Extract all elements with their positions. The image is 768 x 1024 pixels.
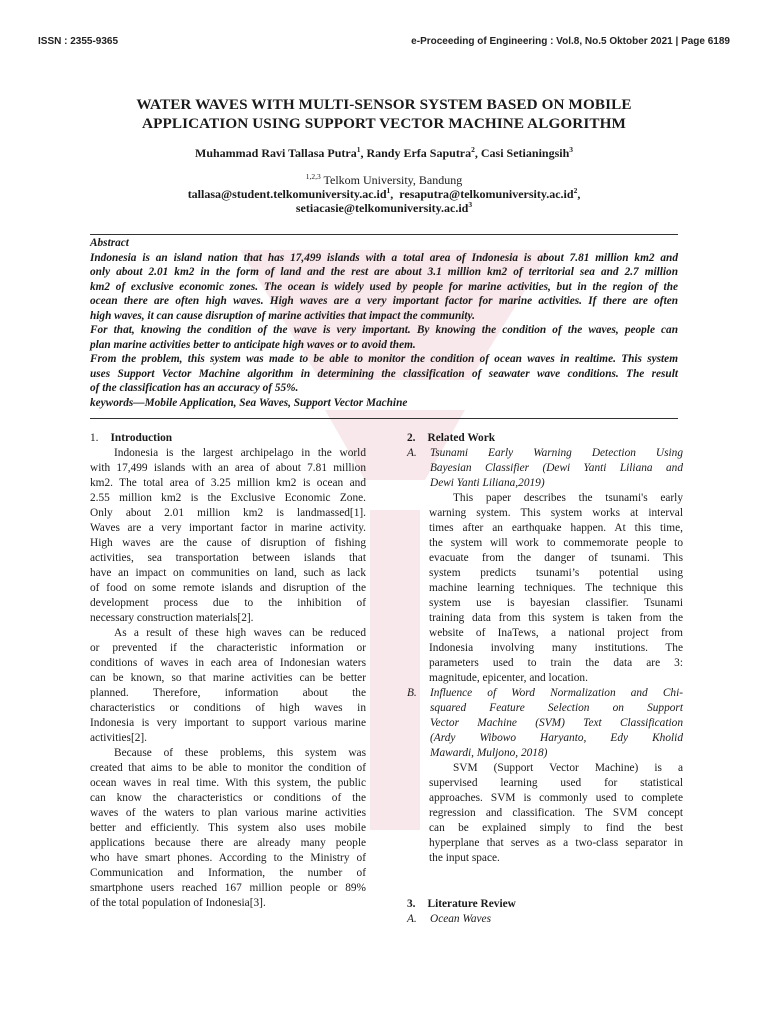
intro-paragraph xyxy=(90,446,366,911)
text-line: machine learning techniques. The technique this xyxy=(429,582,683,594)
author-email[interactable]: resaputra@telkomuniversity.ac.id xyxy=(399,187,574,201)
subsection-letter: A. xyxy=(407,913,417,925)
affiliation-block: $^{1,2,3}$ Telkom University, Bandung $tallasa@student.telkomuniversity.ac.id^1$, $resaputra@telkomuniversity.ac.id^2$, $setiacasie@telkomuniversity.ac.id^3$ xyxy=(187,172,581,215)
text-line: who have smart phones. According to the Ministry of xyxy=(90,852,366,864)
email-mark: 3 xyxy=(468,200,473,209)
text-line: development process due to the inhibition of xyxy=(90,597,366,609)
text-line: applications because there are already many people xyxy=(90,837,366,849)
text-line: parameters used to train the data are 3: xyxy=(429,657,683,669)
text-line: can know the characteristics or conditions of the xyxy=(90,792,366,804)
left-column xyxy=(90,431,366,911)
text-line: conditions of waves in each area of Indonesian waters xyxy=(90,657,366,669)
subsection-letter: A. xyxy=(407,447,417,459)
text-line: with 17,499 islands with an area of about 7.81 million xyxy=(90,462,366,474)
text-line: characteristics or conditions of high waves in xyxy=(90,702,366,714)
text-line: or prevented if the characteristic information or xyxy=(90,642,366,654)
text-line: training data from this system is taken from the xyxy=(429,612,683,624)
text-line: regression and classification. The SVM concept xyxy=(429,807,683,819)
section-heading xyxy=(407,897,683,912)
affiliation-mark: 1,2,3 xyxy=(305,172,321,181)
subsection-heading xyxy=(407,446,683,491)
title-line: APPLICATION USING SUPPORT VECTOR MACHINE ALGORITHM xyxy=(142,115,626,132)
subsection-letter: B. xyxy=(407,687,417,699)
text-line: warning system. This system works at interval xyxy=(429,507,683,519)
subsection-heading xyxy=(407,686,683,761)
abstract-line: uses Support Vector Machine algorithm in determining the classification of seawater wave conditions. The result xyxy=(90,367,678,380)
text-line: planned. Therefore, information about the xyxy=(90,687,366,699)
text-line: have an impact on communities on land, such as lack xyxy=(90,567,366,579)
section-title: Literature Review xyxy=(427,898,516,910)
author-mark: 3 xyxy=(569,145,573,154)
text-line: can be known, so that marine activities can be better xyxy=(90,672,366,684)
text-line: km2. The total area of 3.25 million km2 is ocean and xyxy=(90,477,366,489)
text-line: better and efficiently. This system also uses mobile xyxy=(90,822,366,834)
text-line: Only about 2.01 million km2 is landmassed[1]. xyxy=(90,507,366,519)
subsection-title-line: (Ardy Wibowo Haryanto, Edy Kholid xyxy=(430,732,683,744)
text-line: evacuate from the danger of tsunami. This xyxy=(429,552,683,564)
text-line: SVM (Support Vector Machine) is a xyxy=(453,762,683,774)
text-line: smartphone users reached 167 million people or 89% xyxy=(90,882,366,894)
abstract-heading: Abstract xyxy=(90,237,129,249)
author-list: Muhammad Ravi Tallasa Putra$^1$, Randy Erfa Saputra$^2$, Casi Setianingsih$^3$ xyxy=(195,145,573,160)
subsection-title-line: squared Feature Selection on Support xyxy=(430,702,683,714)
section-heading xyxy=(407,431,683,446)
subsection-title-line: Influence of Word Normalization and Chi- xyxy=(430,687,683,699)
subsection-title-line: Vector Machine (SVM) Text Classification xyxy=(430,717,683,729)
text-line: supervised learning used for statistical xyxy=(429,777,683,789)
title-line: WATER WAVES WITH MULTI-SENSOR SYSTEM BASED ON MOBILE xyxy=(136,96,632,113)
text-line: Indonesia involving many institutions. The xyxy=(429,642,683,654)
text-line: can be explained simply to find the best xyxy=(429,822,683,834)
text-line: This paper describes the tsunami's early xyxy=(453,492,683,504)
text-line: waves of the waters to plan various marine activities xyxy=(90,807,366,819)
abstract xyxy=(90,236,678,411)
text-line: 2.55 million km2 is the Exclusive Economic Zone. xyxy=(90,492,366,504)
text-line: hyperplane that serves as a two-class separator in xyxy=(429,837,683,849)
spacer xyxy=(407,866,683,897)
text-line: Communication and Information, the number of xyxy=(90,867,366,879)
text-line: necessary construction materials[2]. xyxy=(90,612,254,624)
subsection-title-line: Tsunami Early Warning Detection Using xyxy=(430,447,683,459)
related-work-paragraph xyxy=(429,761,683,866)
text-line: approaches. SVM is commonly used to complete xyxy=(429,792,683,804)
email-mark: 2 xyxy=(573,186,578,195)
abstract-line: km2 of exclusive economic zones. The ocean is widely used by people for marine activities, but in the region of the xyxy=(90,280,678,293)
author-mark: 2 xyxy=(471,145,475,154)
text-line: activities, sea transportation between islands that xyxy=(90,552,366,564)
section-number: 3. xyxy=(407,898,416,910)
text-line: Because of these problems, this system was xyxy=(114,747,366,759)
email-mark: 1 xyxy=(386,186,391,195)
abstract-line: of the classification has an accuracy of 55%. xyxy=(90,382,299,395)
subsection-title-line: Dewi Yanti Liliana,2019) xyxy=(430,477,545,489)
text-line: High waves are the cause of disruption of fishing xyxy=(90,537,366,549)
abstract-line: only about 2.01 km2 in the form of land and the rest are about 3.1 million km2 of territorial sea and 2.7 million xyxy=(90,266,678,279)
abstract-line: high waves, it can cause disruption of marine activities that impact the community. xyxy=(90,309,475,322)
author-name: Randy Erfa Saputra xyxy=(366,146,472,160)
author-name: Casi Setianingsih xyxy=(480,146,570,160)
keywords-line: keywords—Mobile Application, Sea Waves, Support Vector Machine xyxy=(90,397,408,410)
text-line: As a result of these high waves can be reduced xyxy=(114,627,366,639)
abstract-line: From the problem, this system was made to be able to monitor the condition of ocean waves in realtime. This system xyxy=(90,353,678,366)
author-name: Muhammad Ravi Tallasa Putra xyxy=(195,146,357,160)
text-line: the system will work to commemorate people to xyxy=(429,537,683,549)
text-line: magnitude, epicenter, and location. xyxy=(429,672,588,684)
text-line: of the total population of Indonesia[3]. xyxy=(90,897,266,909)
text-line: website of InaTews, a national project from xyxy=(429,627,683,639)
subsection-title-line: Mawardi, Muljono, 2018) xyxy=(430,747,548,759)
text-line: system predicts tsunami’s potential using xyxy=(429,567,683,579)
related-work-paragraph xyxy=(429,491,683,686)
abstract-bottom-rule xyxy=(90,418,678,419)
text-line: ocean waves in real time. With this system, the public xyxy=(90,777,366,789)
abstract-line: Indonesia is an island nation that has 17,499 islands with a total area of Indonesia is about 7.81 million km2 and xyxy=(90,251,678,264)
abstract-top-rule xyxy=(90,234,678,235)
text-line: Indonesia is the largest archipelago in the world xyxy=(114,447,366,459)
journal-info: e-Proceeding of Engineering : Vol.8, No.5 Oktober 2021 | Page 6189 xyxy=(411,36,730,47)
section-heading xyxy=(90,431,366,446)
institution: Telkom University, Bandung xyxy=(320,173,463,187)
text-line: system use is bayesian classifier. Tsunami xyxy=(429,597,683,609)
author-mark: 1 xyxy=(356,145,361,154)
text-line: activities[2]. xyxy=(90,732,148,744)
text-line: of food on some remote islands and disruption of the xyxy=(90,582,366,594)
abstract-line: ocean there are often high waves. High waves are a very important factor for marine activities. If there are often xyxy=(90,295,678,308)
section-title: Introduction xyxy=(110,432,173,444)
right-column xyxy=(407,431,683,927)
text-line: Indonesia is very important to support various marine xyxy=(90,717,366,729)
subsection-title-line: Bayesian Classifier (Dewi Yanti Liliana and xyxy=(430,462,683,474)
running-header xyxy=(38,36,730,47)
abstract-line: For that, knowing the condition of the wave is very important. By knowing the condition of the waves, people can xyxy=(90,324,678,337)
text-line: Waves are a very important factor in marine activity. xyxy=(90,522,366,534)
section-title: Related Work xyxy=(427,432,496,444)
text-line: created that aims to be able to monitor the condition of xyxy=(90,762,366,774)
section-number: 1. xyxy=(90,432,99,444)
subsection-heading xyxy=(407,912,683,927)
paper-title xyxy=(80,95,688,133)
author-email[interactable]: tallasa@student.telkomuniversity.ac.id xyxy=(187,187,387,201)
issn-label: ISSN : 2355-9365 xyxy=(38,36,119,47)
subsection-title-line: Ocean Waves xyxy=(430,913,492,925)
author-email[interactable]: setiacasie@telkomuniversity.ac.id xyxy=(295,201,469,215)
text-line: the input space. xyxy=(429,852,500,864)
abstract-line: plan marine activities better to anticipate high waves or to avoid them. xyxy=(90,338,416,351)
text-line: times after an earthquake happen. At this time, xyxy=(429,522,683,534)
section-number: 2. xyxy=(407,432,416,444)
